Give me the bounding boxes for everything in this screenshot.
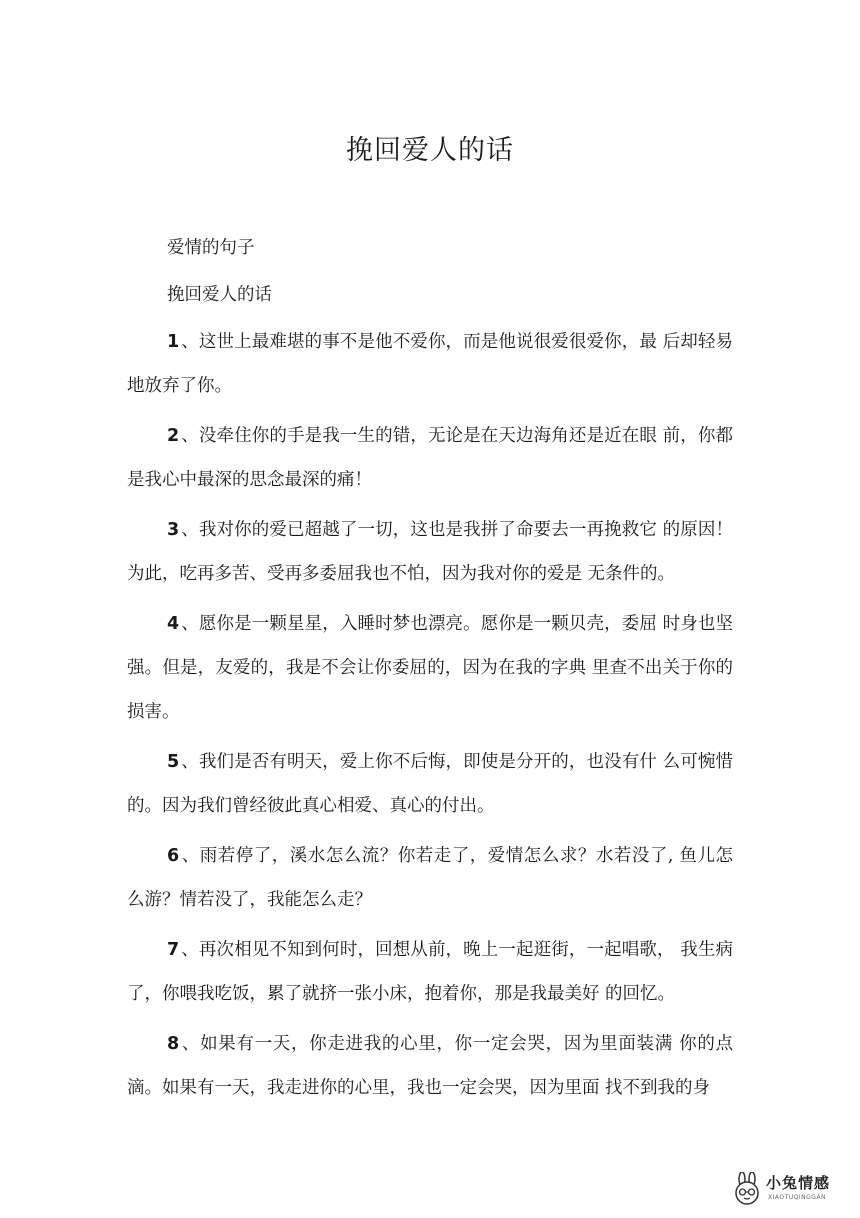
item-text: 我对你的爱已超越了一切，这也是我拼了命要去一再挽救它 的原因！为此，吃再多苦、受再多委屈我也不怕，因为我对你的爱是 无条件的。: [127, 520, 733, 584]
list-item: [127, 740, 733, 828]
item-number: 7: [167, 940, 180, 960]
item-separator: 、: [181, 426, 199, 446]
item-text: 雨若停了，溪水怎么流？你若走了，爱情怎么求？水若没了, 鱼儿怎么游？情若没了，我能怎么走？: [127, 846, 734, 910]
item-separator: 、: [181, 332, 199, 352]
item-text: 如果有一天，你走进我的心里，你一定会哭，因为里面装满 你的点滴。如果有一天，我走进你的心里，我也一定会哭，因为里面 找不到我的身: [127, 1034, 734, 1098]
page-title: 挽回爱人的话: [346, 135, 514, 166]
item-text: 没牵住你的手是我一生的错，无论是在天边海角还是近在眼 前，你都是我心中最深的思念最深的痛！: [127, 426, 733, 490]
watermark-logo: [730, 1170, 840, 1210]
item-number: 6: [167, 846, 180, 866]
watermark-brand: 小兔情感: [766, 1174, 831, 1192]
item-number: 8: [167, 1034, 180, 1054]
list-item: [127, 1022, 733, 1110]
list-item: [127, 414, 733, 502]
intro-line: 挽回爱人的话: [167, 285, 272, 305]
item-text: 再次相见不知到何时，回想从前，晚上一起逛街，一起唱歌， 我生病了，你喂我吃饭，累了就挤一张小床，抱着你，那是我最美好 的回忆。: [127, 940, 733, 1004]
document-body: [127, 226, 733, 1116]
item-separator: 、: [181, 752, 199, 772]
list-item: [127, 508, 733, 596]
item-number: 2: [167, 426, 180, 446]
item-separator: 、: [181, 940, 199, 960]
watermark-subtitle: XIAOTUQINGGAN: [768, 1194, 827, 1201]
item-number: 1: [167, 332, 180, 352]
item-text: 我们是否有明天，爱上你不后悔，即使是分开的，也没有什 么可惋惜的。因为我们曾经彼此真心相爱、真心的付出。: [127, 752, 733, 816]
list-item: [127, 928, 733, 1016]
rabbit-mascot-icon: [730, 1172, 764, 1206]
item-number: 3: [167, 520, 180, 540]
item-number: 4: [167, 614, 180, 634]
item-text: 这世上最难堪的事不是他不爱你，而是他说很爱很爱你，最 后却轻易地放弃了你。: [127, 332, 733, 396]
intro-line: 爱情的句子: [167, 238, 255, 258]
item-separator: 、: [181, 846, 200, 866]
list-item: [127, 834, 733, 922]
item-text: 愿你是一颗星星，入睡时梦也漂亮。愿你是一颗贝壳，委屈 时身也坚强。但是，友爱的，我是不会让你委屈的，因为在我的字典 里查不出关于你的损害。: [127, 614, 733, 722]
list-item: [127, 320, 733, 408]
item-number: 5: [167, 752, 180, 772]
item-separator: 、: [181, 520, 199, 540]
item-separator: 、: [181, 1034, 201, 1054]
list-item: [127, 602, 733, 734]
item-separator: 、: [181, 614, 199, 634]
